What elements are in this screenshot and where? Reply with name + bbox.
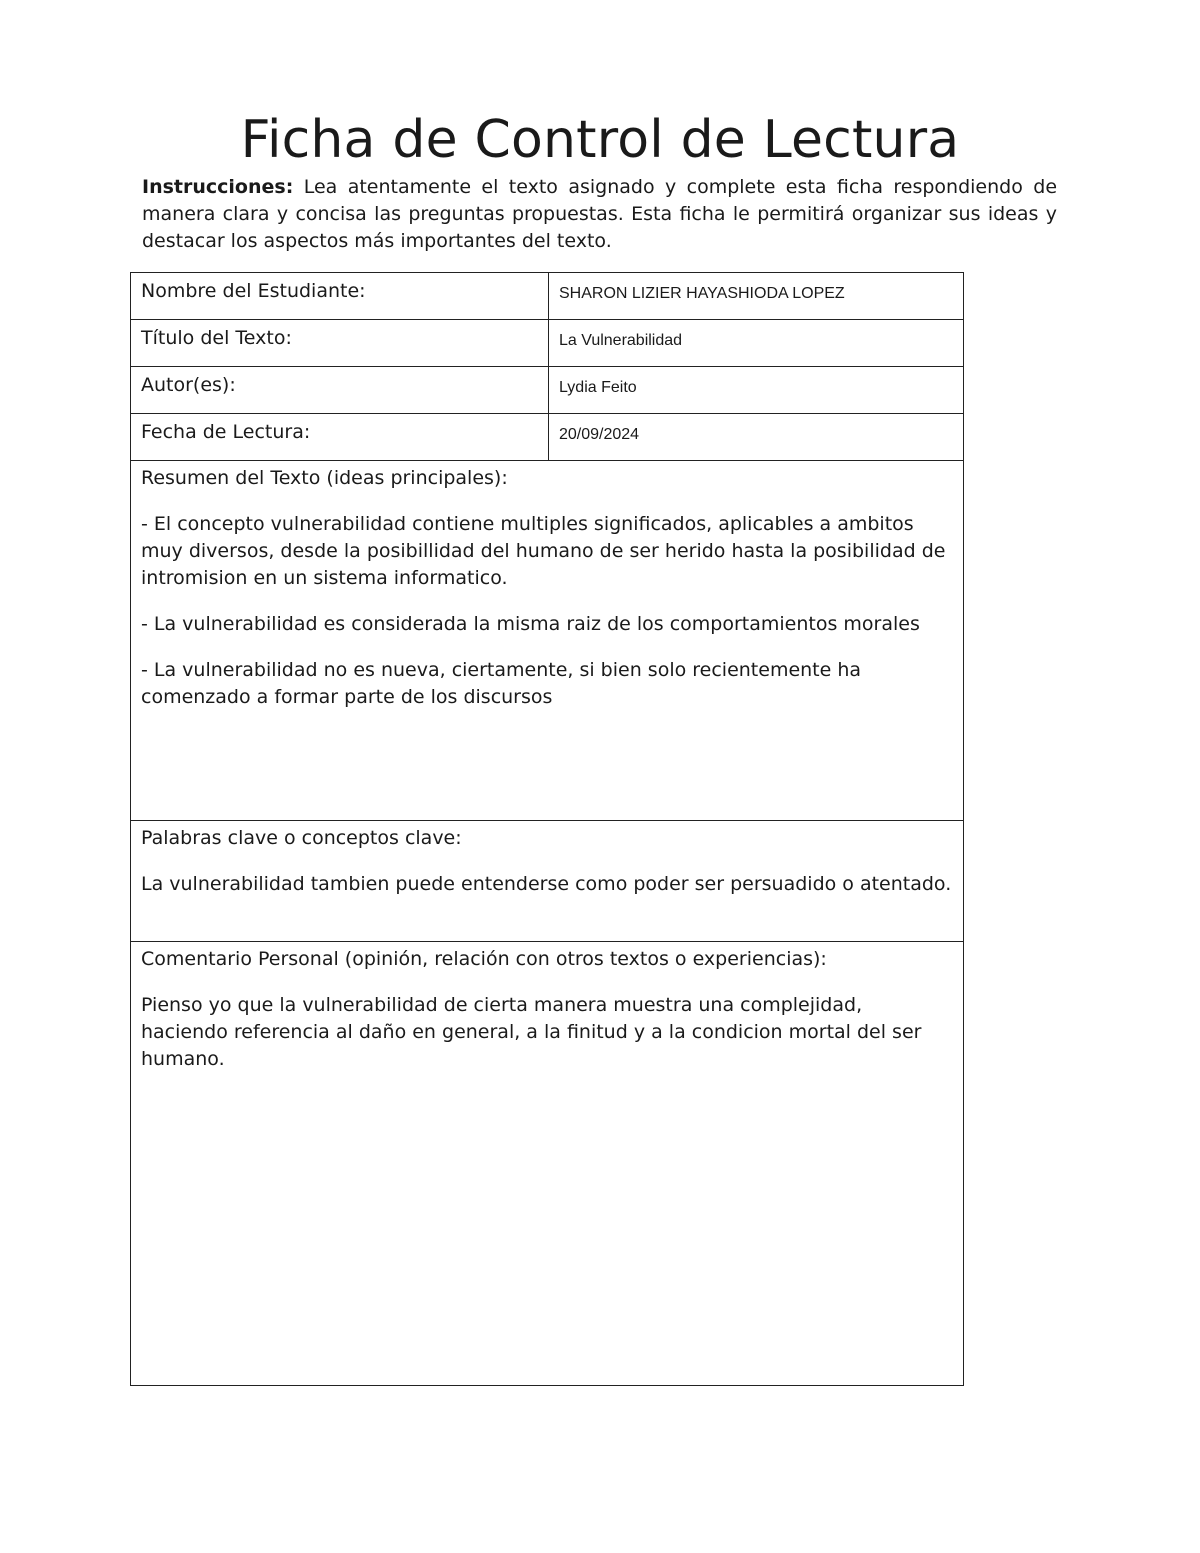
field-value-authors[interactable]: Lydia Feito bbox=[549, 367, 964, 414]
field-label-authors: Autor(es): bbox=[131, 367, 549, 414]
summary-point-1: - El concepto vulnerabilidad contiene multiples significados, aplicables a ambitos muy diversos, desde la posibillidad del humano de ser herido hasta la posibilidad de intromision en un sistema informatico. bbox=[141, 513, 946, 589]
comment-section[interactable] bbox=[131, 942, 964, 1386]
comment-label: Comentario Personal (opinión, relación con otros textos o experiencias): bbox=[141, 948, 827, 970]
instructions-paragraph bbox=[142, 174, 1057, 255]
field-row-text-title bbox=[131, 320, 964, 367]
field-row-student-name bbox=[131, 273, 964, 320]
summary-point-3: - La vulnerabilidad no es nueva, ciertamente, si bien solo recientemente ha comenzado a formar parte de los discursos bbox=[141, 659, 862, 708]
field-row-authors bbox=[131, 367, 964, 414]
field-value-reading-date[interactable]: 20/09/2024 bbox=[549, 414, 964, 461]
summary-point-2: - La vulnerabilidad es considerada la misma raiz de los comportamientos morales bbox=[141, 613, 920, 635]
keywords-label: Palabras clave o conceptos clave: bbox=[141, 827, 462, 849]
comment-text: Pienso yo que la vulnerabilidad de cierta manera muestra una complejidad, haciendo referencia al daño en general, a la finitud y a la condicion mortal del ser humano. bbox=[141, 994, 922, 1070]
section-row-comment bbox=[131, 942, 964, 1386]
field-value-student-name[interactable]: SHARON LIZIER HAYASHIODA LOPEZ bbox=[549, 273, 964, 320]
keywords-text: La vulnerabilidad tambien puede entenderse como poder ser persuadido o atentado. bbox=[141, 873, 952, 895]
field-row-reading-date bbox=[131, 414, 964, 461]
field-value-text-title[interactable]: La Vulnerabilidad bbox=[549, 320, 964, 367]
summary-section[interactable] bbox=[131, 461, 964, 821]
summary-label: Resumen del Texto (ideas principales): bbox=[141, 467, 508, 489]
instructions-lead: Instrucciones: bbox=[142, 176, 294, 198]
instructions-text: Lea atentamente el texto asignado y complete esta ficha respondiendo de manera clara y concisa las preguntas propuestas. Esta ficha le permitirá organizar sus ideas y destacar los aspectos más importantes del texto. bbox=[142, 176, 1058, 252]
reading-control-form bbox=[130, 272, 964, 1386]
field-label-text-title: Título del Texto: bbox=[131, 320, 549, 367]
page-title: Ficha de Control de Lectura bbox=[240, 110, 960, 170]
section-row-keywords bbox=[131, 821, 964, 942]
field-label-reading-date: Fecha de Lectura: bbox=[131, 414, 549, 461]
section-row-summary bbox=[131, 461, 964, 821]
keywords-section[interactable] bbox=[131, 821, 964, 942]
field-label-student-name: Nombre del Estudiante: bbox=[131, 273, 549, 320]
